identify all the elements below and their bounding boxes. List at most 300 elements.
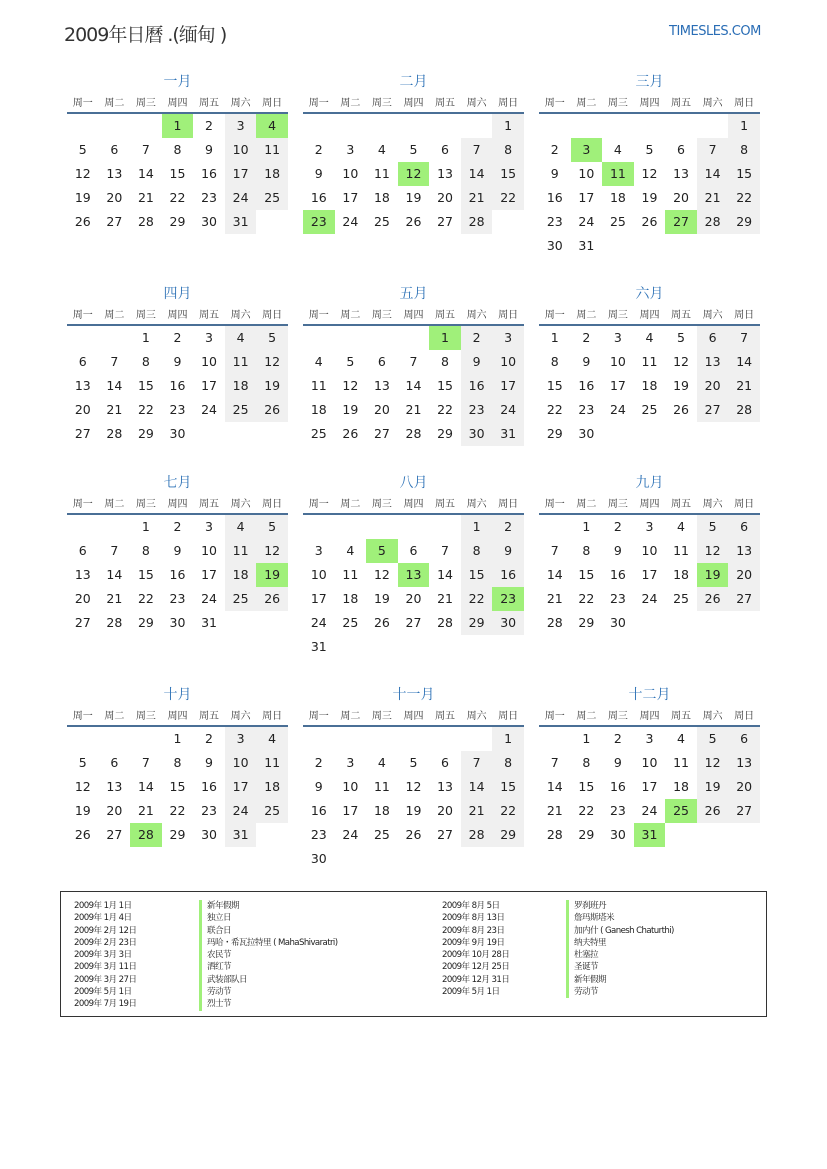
day-cell[interactable]: 6 xyxy=(78,354,87,369)
day-cell[interactable]: 20 xyxy=(405,591,422,606)
day-cell[interactable]: 8 xyxy=(492,138,524,162)
day-cell[interactable]: 8 xyxy=(461,539,493,563)
day-cell[interactable]: 8 xyxy=(550,354,559,369)
day-cell[interactable]: 25 xyxy=(673,591,689,606)
holiday-day-cell[interactable]: 5 xyxy=(366,539,398,563)
day-cell[interactable]: 11 xyxy=(225,539,257,563)
day-cell[interactable]: 20 xyxy=(673,190,689,205)
day-cell[interactable]: 9 xyxy=(205,755,213,770)
day-cell[interactable]: 16 xyxy=(461,374,493,398)
day-cell[interactable]: 28 xyxy=(461,823,493,847)
day-cell[interactable]: 2 xyxy=(205,731,213,746)
day-cell[interactable]: 20 xyxy=(697,374,729,398)
day-cell[interactable]: 9 xyxy=(492,539,524,563)
day-cell[interactable]: 31 xyxy=(225,823,257,847)
day-cell[interactable]: 29 xyxy=(137,426,154,441)
day-cell[interactable]: 13 xyxy=(728,539,760,563)
day-cell[interactable]: 14 xyxy=(697,162,729,186)
day-cell[interactable]: 6 xyxy=(441,142,449,157)
day-cell[interactable]: 16 xyxy=(169,378,186,393)
day-cell[interactable]: 15 xyxy=(137,567,154,582)
day-cell[interactable]: 4 xyxy=(346,543,355,558)
day-cell[interactable]: 17 xyxy=(310,591,327,606)
day-cell[interactable]: 20 xyxy=(106,803,123,818)
day-cell[interactable]: 17 xyxy=(225,162,257,186)
day-cell[interactable]: 5 xyxy=(256,326,288,350)
day-cell[interactable]: 9 xyxy=(173,354,182,369)
day-cell[interactable]: 18 xyxy=(373,190,390,205)
day-cell[interactable]: 11 xyxy=(673,755,689,770)
day-cell[interactable]: 21 xyxy=(461,186,493,210)
day-cell[interactable]: 19 xyxy=(256,374,288,398)
day-cell[interactable]: 31 xyxy=(578,238,595,253)
day-cell[interactable]: 8 xyxy=(582,755,591,770)
day-cell[interactable]: 11 xyxy=(373,166,390,181)
day-cell[interactable]: 30 xyxy=(169,426,186,441)
day-cell[interactable]: 14 xyxy=(405,378,422,393)
day-cell[interactable]: 10 xyxy=(342,166,359,181)
day-cell[interactable]: 17 xyxy=(342,803,359,818)
day-cell[interactable]: 26 xyxy=(74,214,91,229)
day-cell[interactable]: 27 xyxy=(405,615,422,630)
day-cell[interactable]: 27 xyxy=(728,587,760,611)
day-cell[interactable]: 13 xyxy=(74,567,91,582)
day-cell[interactable]: 30 xyxy=(169,615,186,630)
day-cell[interactable]: 11 xyxy=(256,138,288,162)
day-cell[interactable]: 19 xyxy=(342,402,359,417)
day-cell[interactable]: 22 xyxy=(492,799,524,823)
holiday-day-cell[interactable]: 19 xyxy=(256,563,288,587)
day-cell[interactable]: 18 xyxy=(373,803,390,818)
day-cell[interactable]: 14 xyxy=(137,779,154,794)
day-cell[interactable]: 22 xyxy=(578,591,595,606)
day-cell[interactable]: 30 xyxy=(201,827,217,842)
day-cell[interactable]: 17 xyxy=(641,779,658,794)
day-cell[interactable]: 28 xyxy=(728,398,760,422)
holiday-day-cell[interactable]: 3 xyxy=(571,138,603,162)
day-cell[interactable]: 5 xyxy=(677,330,685,345)
day-cell[interactable]: 16 xyxy=(310,190,327,205)
day-cell[interactable]: 22 xyxy=(437,402,453,417)
day-cell[interactable]: 13 xyxy=(106,166,123,181)
holiday-day-cell[interactable]: 11 xyxy=(602,162,634,186)
day-cell[interactable]: 3 xyxy=(645,731,654,746)
holiday-day-cell[interactable]: 31 xyxy=(634,823,666,847)
day-cell[interactable]: 21 xyxy=(106,591,123,606)
day-cell[interactable]: 19 xyxy=(74,803,91,818)
day-cell[interactable]: 25 xyxy=(310,426,327,441)
day-cell[interactable]: 8 xyxy=(173,142,182,157)
day-cell[interactable]: 23 xyxy=(201,190,217,205)
day-cell[interactable]: 12 xyxy=(697,539,729,563)
day-cell[interactable]: 19 xyxy=(697,775,729,799)
day-cell[interactable]: 29 xyxy=(169,214,186,229)
day-cell[interactable]: 24 xyxy=(492,398,524,422)
day-cell[interactable]: 7 xyxy=(728,326,760,350)
day-cell[interactable]: 7 xyxy=(141,755,150,770)
day-cell[interactable]: 15 xyxy=(492,775,524,799)
day-cell[interactable]: 18 xyxy=(609,190,626,205)
day-cell[interactable]: 24 xyxy=(225,186,257,210)
day-cell[interactable]: 1 xyxy=(461,515,493,539)
day-cell[interactable]: 5 xyxy=(697,727,729,751)
day-cell[interactable]: 15 xyxy=(578,567,595,582)
day-cell[interactable]: 28 xyxy=(405,426,422,441)
day-cell[interactable]: 4 xyxy=(225,515,257,539)
day-cell[interactable]: 17 xyxy=(201,378,217,393)
day-cell[interactable]: 26 xyxy=(256,587,288,611)
day-cell[interactable]: 24 xyxy=(310,615,327,630)
day-cell[interactable]: 8 xyxy=(141,543,150,558)
day-cell[interactable]: 27 xyxy=(437,827,453,842)
day-cell[interactable]: 15 xyxy=(546,378,563,393)
day-cell[interactable]: 15 xyxy=(728,162,760,186)
day-cell[interactable]: 9 xyxy=(173,543,182,558)
day-cell[interactable]: 7 xyxy=(461,138,493,162)
day-cell[interactable]: 3 xyxy=(205,330,213,345)
day-cell[interactable]: 5 xyxy=(409,142,418,157)
day-cell[interactable]: 1 xyxy=(582,731,591,746)
day-cell[interactable]: 19 xyxy=(641,190,658,205)
day-cell[interactable]: 10 xyxy=(342,779,359,794)
day-cell[interactable]: 1 xyxy=(728,114,760,138)
day-cell[interactable]: 20 xyxy=(74,591,91,606)
day-cell[interactable]: 13 xyxy=(74,378,91,393)
day-cell[interactable]: 26 xyxy=(405,214,422,229)
day-cell[interactable]: 10 xyxy=(225,138,257,162)
site-brand[interactable]: TIMESLES.COM xyxy=(669,24,761,39)
day-cell[interactable]: 17 xyxy=(201,567,217,582)
day-cell[interactable]: 9 xyxy=(582,354,591,369)
day-cell[interactable]: 29 xyxy=(437,426,453,441)
day-cell[interactable]: 8 xyxy=(441,354,449,369)
holiday-day-cell[interactable]: 25 xyxy=(665,799,697,823)
day-cell[interactable]: 26 xyxy=(373,615,390,630)
day-cell[interactable]: 6 xyxy=(728,727,760,751)
day-cell[interactable]: 9 xyxy=(550,166,559,181)
day-cell[interactable]: 10 xyxy=(310,567,327,582)
day-cell[interactable]: 23 xyxy=(609,803,626,818)
day-cell[interactable]: 10 xyxy=(578,166,595,181)
day-cell[interactable]: 30 xyxy=(546,238,563,253)
day-cell[interactable]: 20 xyxy=(106,190,123,205)
day-cell[interactable]: 16 xyxy=(310,803,327,818)
day-cell[interactable]: 21 xyxy=(728,374,760,398)
day-cell[interactable]: 12 xyxy=(673,354,689,369)
day-cell[interactable]: 25 xyxy=(373,827,390,842)
day-cell[interactable]: 9 xyxy=(461,350,493,374)
day-cell[interactable]: 19 xyxy=(405,190,422,205)
day-cell[interactable]: 3 xyxy=(645,519,654,534)
day-cell[interactable]: 21 xyxy=(137,803,154,818)
day-cell[interactable]: 4 xyxy=(377,755,386,770)
day-cell[interactable]: 6 xyxy=(377,354,386,369)
day-cell[interactable]: 12 xyxy=(405,779,422,794)
day-cell[interactable]: 22 xyxy=(169,803,186,818)
day-cell[interactable]: 3 xyxy=(492,326,524,350)
day-cell[interactable]: 17 xyxy=(342,190,359,205)
day-cell[interactable]: 18 xyxy=(310,402,327,417)
day-cell[interactable]: 23 xyxy=(578,402,595,417)
day-cell[interactable]: 17 xyxy=(578,190,595,205)
day-cell[interactable]: 17 xyxy=(609,378,626,393)
day-cell[interactable]: 10 xyxy=(641,543,658,558)
day-cell[interactable]: 13 xyxy=(728,751,760,775)
day-cell[interactable]: 15 xyxy=(578,779,595,794)
day-cell[interactable]: 27 xyxy=(728,799,760,823)
day-cell[interactable]: 2 xyxy=(461,326,493,350)
day-cell[interactable]: 6 xyxy=(441,755,449,770)
day-cell[interactable]: 1 xyxy=(492,114,524,138)
day-cell[interactable]: 21 xyxy=(546,803,563,818)
day-cell[interactable]: 25 xyxy=(342,615,359,630)
day-cell[interactable]: 9 xyxy=(613,543,622,558)
day-cell[interactable]: 2 xyxy=(582,330,591,345)
day-cell[interactable]: 13 xyxy=(437,779,453,794)
day-cell[interactable]: 27 xyxy=(697,398,729,422)
day-cell[interactable]: 4 xyxy=(314,354,323,369)
day-cell[interactable]: 22 xyxy=(137,591,154,606)
day-cell[interactable]: 27 xyxy=(373,426,390,441)
holiday-day-cell[interactable]: 27 xyxy=(665,210,697,234)
day-cell[interactable]: 14 xyxy=(106,378,123,393)
day-cell[interactable]: 21 xyxy=(106,402,123,417)
day-cell[interactable]: 24 xyxy=(201,591,217,606)
day-cell[interactable]: 31 xyxy=(310,639,327,654)
day-cell[interactable]: 30 xyxy=(492,611,524,635)
day-cell[interactable]: 22 xyxy=(492,186,524,210)
day-cell[interactable]: 7 xyxy=(110,543,119,558)
day-cell[interactable]: 27 xyxy=(74,426,91,441)
day-cell[interactable]: 18 xyxy=(673,779,689,794)
day-cell[interactable]: 7 xyxy=(461,751,493,775)
day-cell[interactable]: 3 xyxy=(225,114,257,138)
day-cell[interactable]: 16 xyxy=(609,567,626,582)
day-cell[interactable]: 26 xyxy=(673,402,689,417)
day-cell[interactable]: 13 xyxy=(697,350,729,374)
day-cell[interactable]: 23 xyxy=(169,591,186,606)
day-cell[interactable]: 22 xyxy=(137,402,154,417)
day-cell[interactable]: 16 xyxy=(201,779,217,794)
day-cell[interactable]: 12 xyxy=(641,166,658,181)
day-cell[interactable]: 5 xyxy=(78,755,87,770)
day-cell[interactable]: 16 xyxy=(578,378,595,393)
day-cell[interactable]: 22 xyxy=(728,186,760,210)
day-cell[interactable]: 12 xyxy=(373,567,390,582)
day-cell[interactable]: 24 xyxy=(609,402,626,417)
day-cell[interactable]: 18 xyxy=(673,567,689,582)
day-cell[interactable]: 9 xyxy=(314,779,323,794)
day-cell[interactable]: 13 xyxy=(106,779,123,794)
day-cell[interactable]: 29 xyxy=(578,615,595,630)
day-cell[interactable]: 26 xyxy=(342,426,359,441)
day-cell[interactable]: 12 xyxy=(342,378,359,393)
day-cell[interactable]: 29 xyxy=(137,615,154,630)
day-cell[interactable]: 16 xyxy=(169,567,186,582)
day-cell[interactable]: 4 xyxy=(645,330,654,345)
day-cell[interactable]: 6 xyxy=(728,515,760,539)
day-cell[interactable]: 7 xyxy=(409,354,418,369)
day-cell[interactable]: 19 xyxy=(74,190,91,205)
day-cell[interactable]: 24 xyxy=(201,402,217,417)
day-cell[interactable]: 8 xyxy=(141,354,150,369)
day-cell[interactable]: 18 xyxy=(641,378,658,393)
day-cell[interactable]: 2 xyxy=(613,519,622,534)
holiday-day-cell[interactable]: 28 xyxy=(130,823,162,847)
day-cell[interactable]: 28 xyxy=(437,615,453,630)
holiday-day-cell[interactable]: 23 xyxy=(492,587,524,611)
day-cell[interactable]: 9 xyxy=(205,142,213,157)
day-cell[interactable]: 30 xyxy=(578,426,595,441)
day-cell[interactable]: 4 xyxy=(677,731,685,746)
day-cell[interactable]: 31 xyxy=(225,210,257,234)
day-cell[interactable]: 23 xyxy=(546,214,563,229)
day-cell[interactable]: 7 xyxy=(697,138,729,162)
day-cell[interactable]: 27 xyxy=(106,827,123,842)
day-cell[interactable]: 2 xyxy=(205,118,213,133)
day-cell[interactable]: 6 xyxy=(697,326,729,350)
day-cell[interactable]: 14 xyxy=(546,779,563,794)
day-cell[interactable]: 28 xyxy=(106,615,123,630)
day-cell[interactable]: 10 xyxy=(201,354,217,369)
day-cell[interactable]: 8 xyxy=(728,138,760,162)
day-cell[interactable]: 21 xyxy=(546,591,563,606)
day-cell[interactable]: 28 xyxy=(697,210,729,234)
day-cell[interactable]: 1 xyxy=(492,727,524,751)
day-cell[interactable]: 10 xyxy=(641,755,658,770)
day-cell[interactable]: 15 xyxy=(492,162,524,186)
day-cell[interactable]: 26 xyxy=(256,398,288,422)
day-cell[interactable]: 14 xyxy=(728,350,760,374)
day-cell[interactable]: 12 xyxy=(256,350,288,374)
day-cell[interactable]: 6 xyxy=(677,142,685,157)
day-cell[interactable]: 8 xyxy=(582,543,591,558)
holiday-day-cell[interactable]: 23 xyxy=(303,210,335,234)
day-cell[interactable]: 16 xyxy=(492,563,524,587)
day-cell[interactable]: 20 xyxy=(373,402,390,417)
day-cell[interactable]: 16 xyxy=(609,779,626,794)
day-cell[interactable]: 14 xyxy=(461,162,493,186)
day-cell[interactable]: 3 xyxy=(346,142,355,157)
day-cell[interactable]: 11 xyxy=(373,779,390,794)
day-cell[interactable]: 23 xyxy=(201,803,217,818)
day-cell[interactable]: 17 xyxy=(641,567,658,582)
day-cell[interactable]: 25 xyxy=(373,214,390,229)
day-cell[interactable]: 24 xyxy=(225,799,257,823)
day-cell[interactable]: 7 xyxy=(550,543,559,558)
day-cell[interactable]: 8 xyxy=(492,751,524,775)
day-cell[interactable]: 10 xyxy=(201,543,217,558)
day-cell[interactable]: 21 xyxy=(137,190,154,205)
day-cell[interactable]: 11 xyxy=(342,567,359,582)
day-cell[interactable]: 6 xyxy=(110,142,119,157)
day-cell[interactable]: 15 xyxy=(137,378,154,393)
day-cell[interactable]: 7 xyxy=(550,755,559,770)
day-cell[interactable]: 22 xyxy=(169,190,186,205)
day-cell[interactable]: 10 xyxy=(225,751,257,775)
day-cell[interactable]: 5 xyxy=(697,515,729,539)
day-cell[interactable]: 5 xyxy=(346,354,355,369)
day-cell[interactable]: 3 xyxy=(314,543,323,558)
day-cell[interactable]: 31 xyxy=(201,615,217,630)
day-cell[interactable]: 18 xyxy=(225,374,257,398)
day-cell[interactable]: 31 xyxy=(492,422,524,446)
holiday-day-cell[interactable]: 4 xyxy=(256,114,288,138)
day-cell[interactable]: 29 xyxy=(169,827,186,842)
day-cell[interactable]: 2 xyxy=(314,755,323,770)
day-cell[interactable]: 2 xyxy=(550,142,559,157)
day-cell[interactable]: 24 xyxy=(641,803,658,818)
day-cell[interactable]: 20 xyxy=(437,190,453,205)
day-cell[interactable]: 30 xyxy=(310,851,327,866)
day-cell[interactable]: 9 xyxy=(613,755,622,770)
day-cell[interactable]: 21 xyxy=(437,591,453,606)
day-cell[interactable]: 18 xyxy=(256,775,288,799)
day-cell[interactable]: 14 xyxy=(137,166,154,181)
day-cell[interactable]: 30 xyxy=(201,214,217,229)
day-cell[interactable]: 11 xyxy=(256,751,288,775)
day-cell[interactable]: 30 xyxy=(609,827,626,842)
day-cell[interactable]: 6 xyxy=(78,543,87,558)
day-cell[interactable]: 25 xyxy=(256,186,288,210)
day-cell[interactable]: 13 xyxy=(437,166,453,181)
holiday-day-cell[interactable]: 12 xyxy=(398,162,430,186)
day-cell[interactable]: 29 xyxy=(492,823,524,847)
day-cell[interactable]: 25 xyxy=(641,402,658,417)
day-cell[interactable]: 13 xyxy=(673,166,689,181)
day-cell[interactable]: 1 xyxy=(141,330,150,345)
day-cell[interactable]: 29 xyxy=(578,827,595,842)
day-cell[interactable]: 23 xyxy=(169,402,186,417)
day-cell[interactable]: 26 xyxy=(697,587,729,611)
day-cell[interactable]: 4 xyxy=(225,326,257,350)
day-cell[interactable]: 27 xyxy=(74,615,91,630)
day-cell[interactable]: 20 xyxy=(728,563,760,587)
day-cell[interactable]: 1 xyxy=(582,519,591,534)
day-cell[interactable]: 28 xyxy=(106,426,123,441)
day-cell[interactable]: 3 xyxy=(613,330,622,345)
day-cell[interactable]: 10 xyxy=(609,354,626,369)
day-cell[interactable]: 24 xyxy=(578,214,595,229)
day-cell[interactable]: 10 xyxy=(492,350,524,374)
day-cell[interactable]: 25 xyxy=(225,587,257,611)
day-cell[interactable]: 2 xyxy=(492,515,524,539)
holiday-day-cell[interactable]: 19 xyxy=(697,563,729,587)
day-cell[interactable]: 11 xyxy=(673,543,689,558)
day-cell[interactable]: 28 xyxy=(461,210,493,234)
day-cell[interactable]: 15 xyxy=(461,563,493,587)
day-cell[interactable]: 25 xyxy=(256,799,288,823)
day-cell[interactable]: 24 xyxy=(342,214,359,229)
day-cell[interactable]: 2 xyxy=(173,519,182,534)
day-cell[interactable]: 17 xyxy=(225,775,257,799)
day-cell[interactable]: 11 xyxy=(225,350,257,374)
day-cell[interactable]: 18 xyxy=(256,162,288,186)
day-cell[interactable]: 12 xyxy=(74,779,91,794)
day-cell[interactable]: 14 xyxy=(437,567,453,582)
day-cell[interactable]: 20 xyxy=(74,402,91,417)
day-cell[interactable]: 30 xyxy=(461,422,493,446)
day-cell[interactable]: 13 xyxy=(373,378,390,393)
day-cell[interactable]: 18 xyxy=(342,591,359,606)
day-cell[interactable]: 25 xyxy=(609,214,626,229)
day-cell[interactable]: 28 xyxy=(137,214,154,229)
day-cell[interactable]: 27 xyxy=(106,214,123,229)
day-cell[interactable]: 6 xyxy=(110,755,119,770)
day-cell[interactable]: 15 xyxy=(169,166,186,181)
day-cell[interactable]: 4 xyxy=(256,727,288,751)
day-cell[interactable]: 22 xyxy=(461,587,493,611)
